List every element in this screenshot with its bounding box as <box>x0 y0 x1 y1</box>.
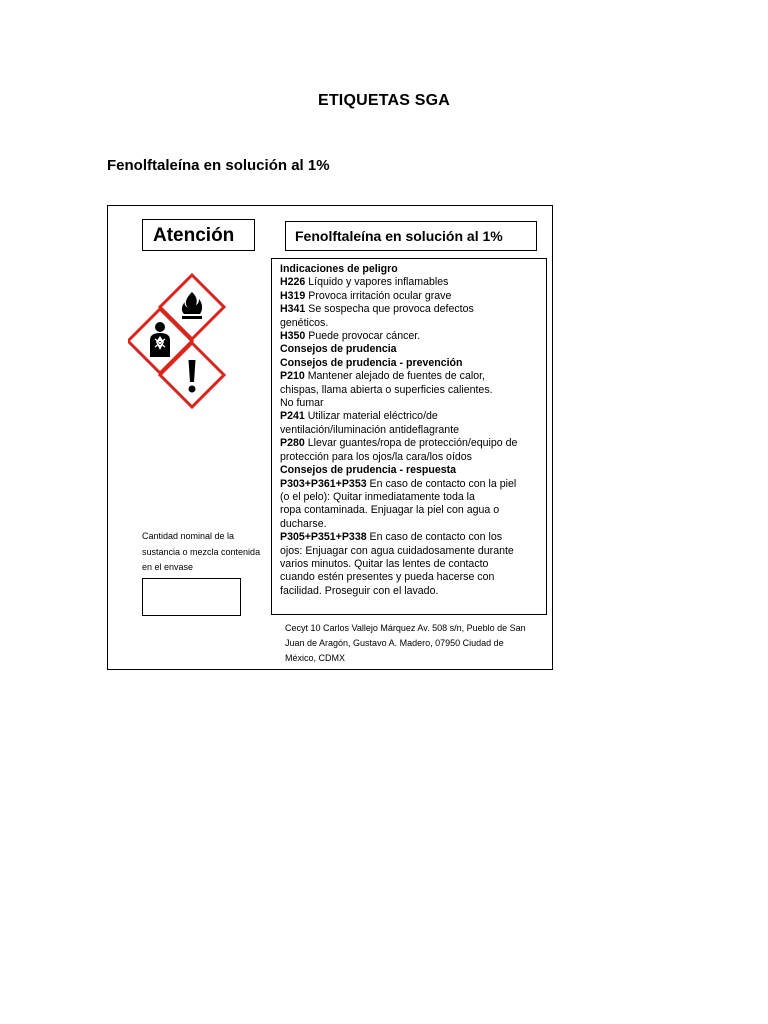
statement-line <box>280 384 540 397</box>
statement-text: ropa contaminada. Enjuagar la piel con agua o <box>280 504 500 517</box>
statement-text: Mantener alejado de fuentes de calor, <box>304 370 485 383</box>
statement-line <box>280 276 540 289</box>
statement-code: P241 <box>280 410 305 423</box>
statement-text: ojos: Enjuagar con agua cuidadosamente durante <box>280 544 514 557</box>
document-title: ETIQUETAS SGA <box>317 92 451 109</box>
statement-line <box>280 585 540 598</box>
document-subtitle: Fenolftaleína en solución al 1% <box>107 157 330 174</box>
statement-code: P305+P351+P338 <box>280 531 367 544</box>
statement-line <box>280 504 540 517</box>
statement-code: P280 <box>280 437 305 450</box>
hazard-pictograms <box>128 272 226 410</box>
statement-line <box>280 263 540 276</box>
statement-text: cuando estén presentes y pueda hacerse con <box>280 571 495 584</box>
statement-text: facilidad. Proseguir con el lavado. <box>280 584 439 597</box>
statement-text: ducharse. <box>280 517 327 530</box>
nominal-quantity-box <box>142 578 241 616</box>
statement-line <box>280 545 540 558</box>
statement-code: Consejos de prudencia - respuesta <box>280 464 457 477</box>
product-name-box <box>285 221 537 251</box>
statement-text: Provoca irritación ocular grave <box>305 289 452 302</box>
statement-line <box>280 518 540 531</box>
statement-text: En caso de contacto con la piel <box>366 477 517 490</box>
statement-text: En caso de contacto con los <box>366 531 503 544</box>
statement-line <box>280 424 540 437</box>
signal-word-box <box>142 219 255 251</box>
statement-text: Utilizar material eléctrico/de <box>304 410 438 423</box>
statement-line <box>280 410 540 423</box>
statement-line <box>280 330 540 343</box>
statement-text: chispas, llama abierta o superficies calientes. <box>280 383 493 396</box>
statement-line <box>280 370 540 383</box>
statement-code: H341 <box>280 303 306 316</box>
statement-code: P210 <box>280 370 305 383</box>
statement-line <box>280 290 540 303</box>
statement-line <box>280 437 540 450</box>
statement-line <box>280 357 540 370</box>
statement-line <box>280 464 540 477</box>
statement-line <box>280 303 540 316</box>
statement-text: (o el pelo): Quitar inmediatamente toda la <box>280 490 475 503</box>
statement-line <box>280 491 540 504</box>
hazard-statements-box <box>271 258 547 615</box>
supplier-address: Cecyt 10 Carlos Vallejo Márquez Av. 508 s/n, Pueblo de San Juan de Aragón, Gustavo A. Madero, 07950 Ciudad de México, CDMX <box>285 623 526 663</box>
nominal-quantity-label: Cantidad nominal de la sustancia o mezcla contenida en el envase <box>142 531 261 572</box>
statement-line <box>280 343 540 356</box>
statement-text: Líquido y vapores inflamables <box>305 276 449 289</box>
statement-text: Puede provocar cáncer. <box>305 330 421 343</box>
statement-code: Consejos de prudencia <box>280 343 397 356</box>
statement-code: H319 <box>280 289 306 302</box>
statement-line <box>280 531 540 544</box>
statement-line <box>280 397 540 410</box>
statement-code: Consejos de prudencia - prevención <box>280 356 463 369</box>
statement-code: P303+P361+P353 <box>280 477 367 490</box>
statement-line <box>280 478 540 491</box>
statement-text: Se sospecha que provoca defectos <box>305 303 474 316</box>
statement-code: Indicaciones de peligro <box>280 263 398 275</box>
statement-text: protección para los ojos/la cara/los oídos <box>280 450 472 463</box>
statement-text: Llevar guantes/ropa de protección/equipo de <box>304 437 518 450</box>
statement-line <box>280 558 540 571</box>
statement-line <box>280 571 540 584</box>
product-name: Fenolftaleína en solución al 1% <box>295 228 503 244</box>
statement-line <box>280 451 540 464</box>
statement-code: H226 <box>280 276 306 289</box>
statement-text: genéticos. <box>280 316 329 329</box>
statement-text: ventilación/iluminación antideflagrante <box>280 423 460 436</box>
statement-text: varios minutos. Quitar las lentes de contacto <box>280 557 489 570</box>
signal-word: Atención <box>153 225 235 246</box>
statement-text: No fumar <box>280 397 324 410</box>
statement-code: H350 <box>280 330 306 343</box>
statement-line <box>280 317 540 330</box>
